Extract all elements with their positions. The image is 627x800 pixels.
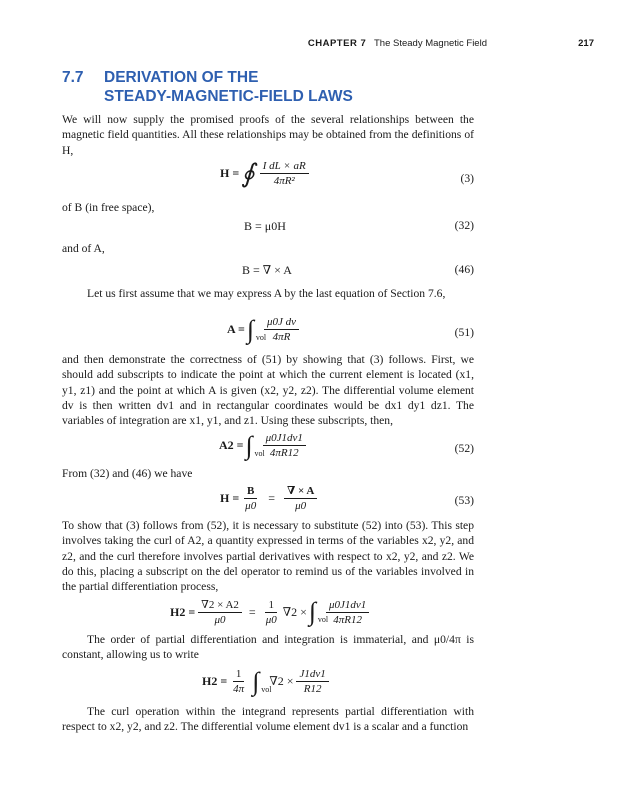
eq53-fraction-2 (284, 484, 317, 512)
paragraph-substitute: To show that (3) follows from (52), it is necessary to substitute (52) into (53). This step involves taking the curl of A2, a quantity expressed in terms of the variables x2, y2, and z2, and the curl therefore involves partial derivatives with respect to x2, y2, and z2. We do this, placing a subscript on the del operator to remind us of the variables involved in the partial differentiation process, (62, 519, 474, 594)
eqh2a-denominator-1: μ0 (214, 614, 226, 626)
eq46-text: B = ∇ × A (242, 263, 292, 277)
eq32-number: (32) (454, 219, 474, 232)
eq53-fraction-1 (242, 485, 259, 512)
chapter-heading (308, 38, 487, 49)
eqh2b-numerator-1: 1 (233, 668, 245, 682)
eqh2a-fraction-3 (326, 599, 369, 626)
eq3-lhs: H = (220, 166, 240, 180)
eq52-numerator: μ0J1dv1 (263, 432, 306, 446)
eq52-fraction (263, 432, 306, 459)
eqh2a-lhs: H2 = (170, 604, 196, 619)
eqh2b-fraction-1 (230, 668, 247, 695)
equation-h2-curl (62, 594, 474, 634)
paragraph-from-32-46: From (32) and (46) we have (62, 467, 193, 480)
integral-symbol: ∫ vol (247, 317, 254, 343)
eq3-denominator: 4πR² (273, 175, 295, 187)
running-header (0, 38, 627, 52)
eq53-denominator-1: μ0 (245, 499, 257, 512)
paragraph-b-def: of B (in free space), (62, 201, 155, 214)
section-title-line1: DERIVATION OF THE (104, 69, 259, 86)
paragraph-assume-a: Let us first assume that we may express A by the last equation of Section 7.6, (87, 287, 446, 300)
eq51-limit: vol (255, 332, 267, 342)
eq53-numerator-1: B (244, 485, 257, 499)
section-number: 7.7 (62, 69, 84, 86)
eq51-denominator: 4πR (272, 331, 291, 343)
section-title (62, 68, 353, 106)
eq51-lhs: A = (227, 322, 245, 336)
equation-h2-integral (62, 664, 474, 704)
integral-symbol: ∫ vol (252, 669, 259, 695)
eq53-numerator-2: ∇ × A (284, 484, 317, 499)
eq3-numerator: I dL × aR (260, 160, 309, 174)
paragraph-order: The order of partial differentiation and integration is immaterial, and μ0/4π is constant, allowing us to write (62, 633, 474, 662)
eq3-number: (3) (460, 172, 474, 185)
eq52-lhs: A2 = (219, 438, 244, 452)
chapter-title: The Steady Magnetic Field (373, 38, 487, 49)
eq52-number: (52) (454, 442, 474, 455)
eqh2a-denominator-2: μ0 (265, 613, 277, 626)
eqh2a-limit: vol (317, 615, 329, 624)
paragraph-subscripts: and then demonstrate the correctness of (51) by showing that (3) follows. First, we should add subscripts to indicate the point at which the current element is located (x1, y1, z1) and the point at which A is given (x2, y2, z2). The differential volume element dv is then written dv1 and in rectangular coordinates would be dx1 dy1 dz1. The variables of integration are x1, y1, and z1. Using these subscripts, then, (62, 353, 474, 428)
eqh2a-numerator-3: μ0J1dv1 (326, 599, 369, 613)
equation-52 (62, 428, 474, 468)
contour-integral-symbol: ∮ (241, 158, 255, 188)
eqh2b-denominator-2: R12 (303, 683, 322, 695)
eq51-fraction (264, 316, 299, 343)
paragraph-a-def: and of A, (62, 242, 105, 255)
equals-sign: = (248, 604, 256, 619)
equation-51 (62, 312, 474, 352)
eqh2b-denominator-1: 4π (233, 683, 245, 695)
eq52-limit: vol (254, 448, 265, 458)
eq53-lhs: H = (220, 490, 240, 505)
eq53-number: (53) (454, 494, 474, 507)
integral-symbol: ∫ vol (309, 599, 316, 625)
eqh2b-fraction-2 (296, 668, 328, 695)
equation-46 (62, 263, 474, 281)
equation-3 (62, 160, 474, 200)
eq53-denominator-2: μ0 (295, 500, 307, 512)
eq3-fraction (260, 160, 309, 187)
equation-32 (62, 219, 474, 237)
eqh2a-fraction-2 (263, 599, 280, 626)
integral-symbol: ∫ vol (246, 433, 253, 459)
paragraph-curl-operation: The curl operation within the integrand represents partial differentiation with respect to x2, y2, and z2. The differential volume element dv1 is a scalar and a function (62, 705, 474, 734)
paragraph-intro: We will now supply the promised proofs of the several relationships between the magnetic field quantities. All these relationships may be obtained from the definitions of H, (62, 113, 474, 157)
eq46-number: (46) (454, 263, 474, 276)
eq51-numerator: μ0J dv (264, 316, 299, 330)
eqh2a-denominator-3: 4πR12 (333, 613, 363, 626)
eq52-denominator: 4πR12 (269, 447, 299, 459)
equals-sign: = (268, 490, 275, 505)
eqh2b-limit: vol (261, 684, 272, 694)
eqh2b-lhs: H2 = (202, 674, 228, 688)
eqh2a-numerator-1: ∇2 × A2 (198, 598, 242, 613)
eq51-number: (51) (454, 326, 474, 339)
eqh2b-numerator-2: J1dv1 (296, 668, 328, 682)
eqh2a-numerator-2: 1 (265, 599, 277, 613)
eqh2b-operator: ∇2 × (269, 674, 294, 688)
chapter-label: CHAPTER 7 (307, 38, 367, 49)
section-title-line2: STEADY-MAGNETIC-FIELD LAWS (104, 88, 353, 105)
eqh2a-operator: ∇2 × (282, 604, 307, 619)
page-number: 217 (578, 38, 594, 49)
eqh2a-fraction-1 (198, 598, 242, 626)
eq32-text: B = μ0H (244, 219, 286, 233)
